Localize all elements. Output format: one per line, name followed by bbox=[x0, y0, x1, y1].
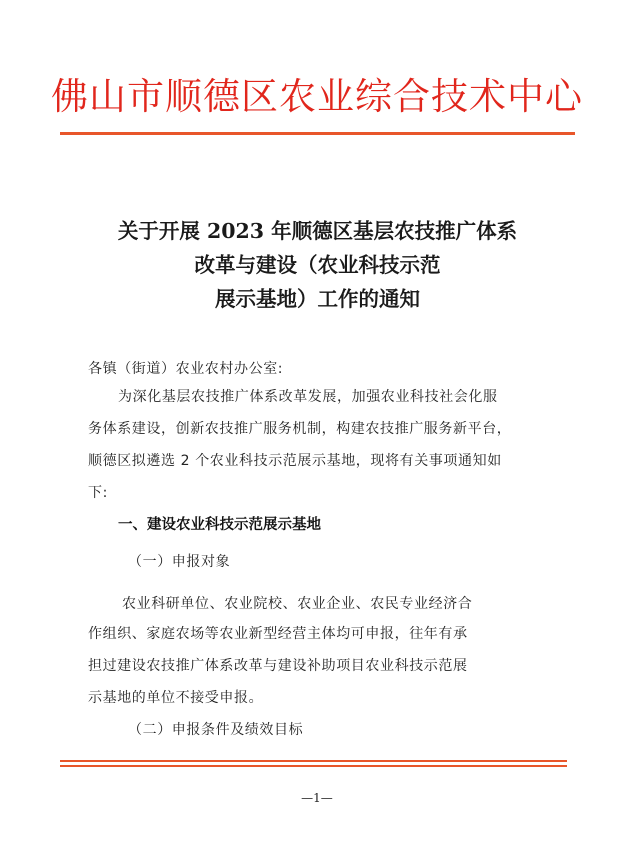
title-line-1: 关于开展 2023 年顺德区基层农技推广体系 bbox=[117, 219, 518, 243]
header-divider-line bbox=[60, 132, 575, 135]
page-number: —1— bbox=[301, 791, 333, 805]
section-1-heading: 一、建设农业科技示范展示基地 bbox=[118, 517, 321, 533]
title-line-3: 展示基地）工作的通知 bbox=[215, 287, 420, 311]
organization-header: 佛山市顺德区农业综合技术中心 bbox=[51, 75, 583, 118]
document-title bbox=[60, 214, 575, 316]
subsection-1-heading: （一）申报对象 bbox=[128, 554, 231, 570]
footer-divider-line-2 bbox=[60, 765, 567, 767]
salutation: 各镇（街道）农业农村办公室: bbox=[88, 361, 284, 377]
subsection-1-line-2: 作组织、家庭农场等农业新型经营主体均可申报，往年有承 bbox=[88, 626, 468, 642]
subsection-1-line-1: 农业科研单位、农业院校、农业企业、农民专业经济合 bbox=[122, 596, 473, 612]
intro-line-1: 为深化基层农技推广体系改革发展，加强农业科技社会化服 bbox=[118, 389, 498, 405]
subsection-1-line-4: 示基地的单位不接受申报。 bbox=[88, 690, 264, 706]
intro-line-3: 顺德区拟遴选 2 个农业科技示范展示基地，现将有关事项通知如 bbox=[88, 453, 502, 469]
intro-line-2: 务体系建设，创新农技推广服务机制，构建农技推广服务新平台， bbox=[88, 421, 512, 437]
intro-line-4: 下: bbox=[88, 485, 108, 501]
subsection-1-line-3: 担过建设农技推广体系改革与建设补助项目农业科技示范展 bbox=[88, 658, 468, 674]
subsection-2-heading: （二）申报条件及绩效目标 bbox=[128, 722, 304, 738]
title-line-2: 改革与建设（农业科技示范 bbox=[194, 253, 441, 277]
footer-divider-line-1 bbox=[60, 760, 567, 762]
